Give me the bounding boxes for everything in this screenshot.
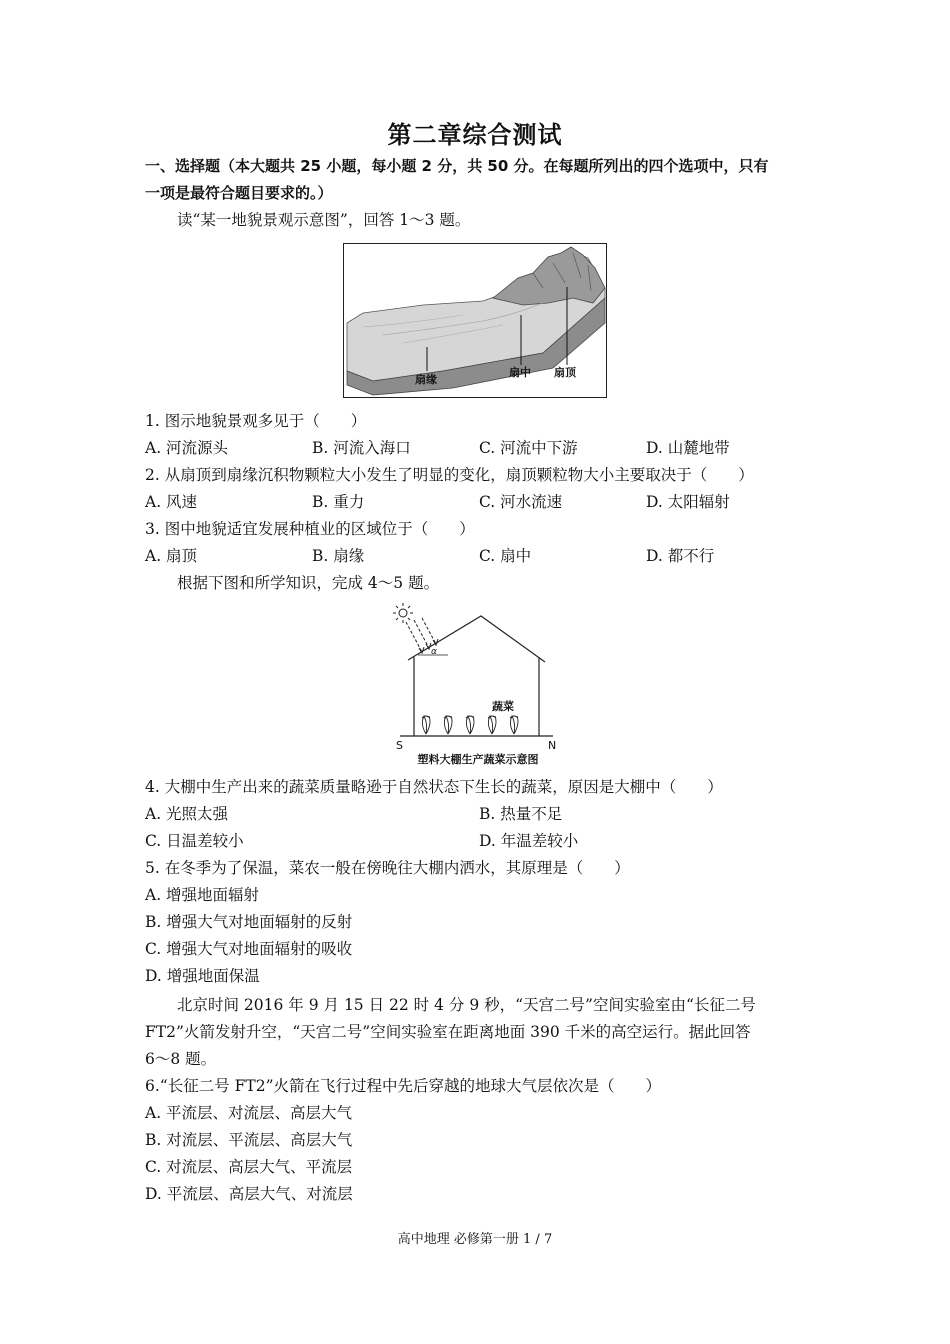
- q3-option-c[interactable]: C. 扇中: [479, 547, 532, 565]
- q2-option-b[interactable]: B. 重力: [312, 493, 365, 511]
- intro-q6-8-line1: 北京时间 2016 年 9 月 15 日 22 时 4 分 9 秒，“天宫二号”空间实验室由“长征二号: [177, 996, 756, 1014]
- q6-option-a[interactable]: A. 平流层、对流层、高层大气: [145, 1104, 353, 1122]
- q4-stem: 4. 大棚中生产出来的蔬菜质量略逊于自然状态下生长的蔬菜，原因是大棚中（ ）: [145, 778, 723, 796]
- q3-option-a[interactable]: A. 扇顶: [145, 547, 198, 565]
- q5-option-c[interactable]: C. 增强大气对地面辐射的吸收: [145, 940, 353, 958]
- q4-option-b[interactable]: B. 热量不足: [479, 805, 563, 823]
- q4-option-d[interactable]: D. 年温差较小: [479, 832, 579, 850]
- greenhouse-figure: [388, 600, 568, 770]
- q4-option-a[interactable]: A. 光照太强: [145, 805, 229, 823]
- q6-option-c[interactable]: C. 对流层、高层大气、平流层: [145, 1158, 353, 1176]
- q6-option-d[interactable]: D. 平流层、高层大气、对流层: [145, 1185, 353, 1203]
- q1-option-d[interactable]: D. 山麓地带: [646, 439, 730, 457]
- q2-stem: 2. 从扇顶到扇缘沉积物颗粒大小发生了明显的变化，扇顶颗粒物大小主要取决于（ ）: [145, 466, 754, 484]
- q5-option-a[interactable]: A. 增强地面辐射: [145, 886, 260, 904]
- q3-options: [145, 543, 810, 570]
- q4-option-c[interactable]: C. 日温差较小: [145, 832, 244, 850]
- q3-stem: 3. 图中地貌适宜发展种植业的区域位于（ ）: [145, 520, 475, 538]
- q1-option-a[interactable]: A. 河流源头: [145, 439, 229, 457]
- angle-label: α: [431, 647, 437, 657]
- q1-stem: 1. 图示地貌景观多见于（ ）: [145, 412, 367, 430]
- sun-icon: [393, 603, 413, 623]
- q3-option-d[interactable]: D. 都不行: [646, 547, 715, 565]
- q3-option-b[interactable]: B. 扇缘: [312, 547, 365, 565]
- fan-top-label: 扇顶: [554, 366, 576, 379]
- vegetable-label: 蔬菜: [492, 700, 514, 713]
- q5-stem: 5. 在冬季为了保温，菜农一般在傍晚往大棚内洒水，其原理是（ ）: [145, 859, 630, 877]
- intro-q1-3: 读“某一地貌景观示意图”，回答 1～3 题。: [177, 211, 471, 229]
- greenhouse-diagram: [388, 600, 568, 770]
- q5-option-b[interactable]: B. 增强大气对地面辐射的反射: [145, 913, 353, 931]
- figure-caption: 塑料大棚生产蔬菜示意图: [417, 753, 539, 766]
- vegetable-plants: [422, 716, 518, 734]
- south-label: S: [396, 739, 403, 752]
- intro-q4-5: 根据下图和所学知识，完成 4～5 题。: [177, 574, 440, 592]
- north-label: N: [548, 739, 557, 752]
- q1-option-c[interactable]: C. 河流中下游: [479, 439, 578, 457]
- q2-option-d[interactable]: D. 太阳辐射: [646, 493, 730, 511]
- q5-option-d[interactable]: D. 增强地面保温: [145, 967, 260, 985]
- intro-q6-8-line3: 6～8 题。: [145, 1050, 217, 1068]
- alluvial-fan-diagram: [343, 243, 607, 398]
- q1-options: [145, 435, 810, 462]
- q2-option-c[interactable]: C. 河水流速: [479, 493, 563, 511]
- fan-middle-label: 扇中: [509, 366, 531, 379]
- page-title: 第二章综合测试: [387, 121, 563, 149]
- page-footer: 高中地理 必修第一册 1 / 7: [397, 1232, 553, 1247]
- alluvial-fan-figure: [343, 243, 607, 398]
- fan-edge-label: 扇缘: [415, 373, 437, 386]
- q4-options-row2: [145, 828, 810, 855]
- q6-stem: 6.“长征二号 FT2”火箭在飞行过程中先后穿越的地球大气层依次是（ ）: [145, 1077, 662, 1095]
- q1-option-b[interactable]: B. 河流入海口: [312, 439, 411, 457]
- section-heading-line2: 一项是最符合题目要求的。）: [145, 184, 333, 202]
- q2-option-a[interactable]: A. 风速: [145, 493, 198, 511]
- intro-q6-8-line2: FT2”火箭发射升空，“天宫二号”空间实验室在距离地面 390 千米的高空运行。据此回答: [145, 1023, 751, 1041]
- section-heading-line1: 一、选择题（本大题共 25 小题，每小题 2 分，共 50 分。在每题所列出的四个选项中，只有: [145, 157, 769, 175]
- q6-option-b[interactable]: B. 对流层、平流层、高层大气: [145, 1131, 353, 1149]
- q2-options: [145, 489, 810, 516]
- q4-options-row1: [145, 801, 810, 828]
